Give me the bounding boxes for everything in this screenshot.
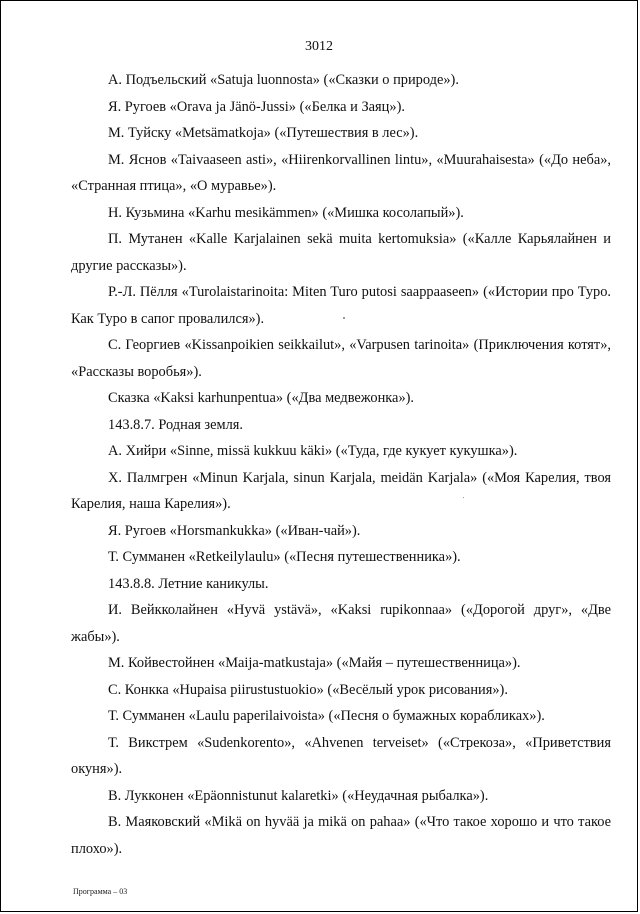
paragraph: Р.-Л. Пёлля «Turolaistarinoita: Miten Turo putosi saappaaseen» («Истории про Туро. Как Туро в сапог провалился»). xyxy=(71,284,611,327)
scan-speck xyxy=(343,317,345,319)
paragraph: Т. Сумманен «Laulu paperilaivoista» («Песня о бумажных корабликах»). xyxy=(108,708,545,724)
paragraph: М. Койвестойнен «Maija-matkustaja» («Майя – путешественница»). xyxy=(108,655,521,671)
paragraph: Я. Ругоев «Orava ja Jänö-Jussi» («Белка и Заяц»). xyxy=(108,98,405,115)
page-number: 3012 xyxy=(305,39,333,54)
paragraph: Х. Палмгрен «Minun Karjala, sinun Karjala, meidän Karjala» («Моя Карелия, твоя Карелия, наша Карелия»). xyxy=(71,469,611,512)
paragraph: Сказка «Kaksi karhunpentua» («Два медвежонка»). xyxy=(108,390,415,406)
paragraph: Т. Викстрем «Sudenkorento», «Ahvenen terveiset» («Стрекоза», «Приветствия окуня»). xyxy=(71,734,611,777)
document-body xyxy=(71,67,611,862)
paragraph: В. Лукконен «Epäonnistunut kalaretki» («Неудачная рыбалка»). xyxy=(108,787,489,804)
paragraph: А. Подъельский «Satuja luonnosta» («Сказки о природе»). xyxy=(108,72,459,88)
section-heading: 143.8.8. Летние каникулы. xyxy=(108,575,269,592)
paragraph: В. Маяковский «Mikä on hyvää ja mikä on pahaa» («Что такое хорошо и что такое плохо»). xyxy=(71,814,611,857)
paragraph: М. Яснов «Taivaaseen asti», «Hiirenkorvallinen lintu», «Muurahaisesta» («До неба», «Странная птица», «О муравье»). xyxy=(71,151,611,194)
paragraph: П. Мутанен «Kalle Karjalainen sekä muita kertomuksia» («Калле Карьялайнен и другие рассказы»). xyxy=(71,231,611,274)
paragraph: С. Георгиев «Kissanpoikien seikkailut», «Varpusen tarinoita» (Приключения котят», «Рассказы воробья»). xyxy=(71,337,611,380)
paragraph: Н. Кузьмина «Karhu mesikämmen» («Мишка косолапый»). xyxy=(108,204,464,221)
paragraph: С. Конкка «Hupaisa piirustustuokio» («Весёлый урок рисования»). xyxy=(108,681,508,698)
paragraph: А. Хийри «Sinne, missä kukkuu käki» («Туда, где кукует кукушка»). xyxy=(108,443,518,459)
section-heading: 143.8.7. Родная земля. xyxy=(108,416,243,433)
paragraph: Т. Сумманен «Retkeilylaulu» («Песня путешественника»). xyxy=(108,549,461,565)
paragraph: Я. Ругоев «Horsmankukka» («Иван-чай»). xyxy=(108,522,361,539)
page-footer: Программа – 03 xyxy=(73,887,128,896)
paragraph: М. Туйску «Metsämatkoja» («Путешествия в лес»). xyxy=(108,125,419,141)
paragraph: И. Вейкколайнен «Hyvä ystävä», «Kaksi rupikonnaa» («Дорогой друг», «Две жабы»). xyxy=(71,602,611,645)
scan-speck xyxy=(463,497,464,498)
